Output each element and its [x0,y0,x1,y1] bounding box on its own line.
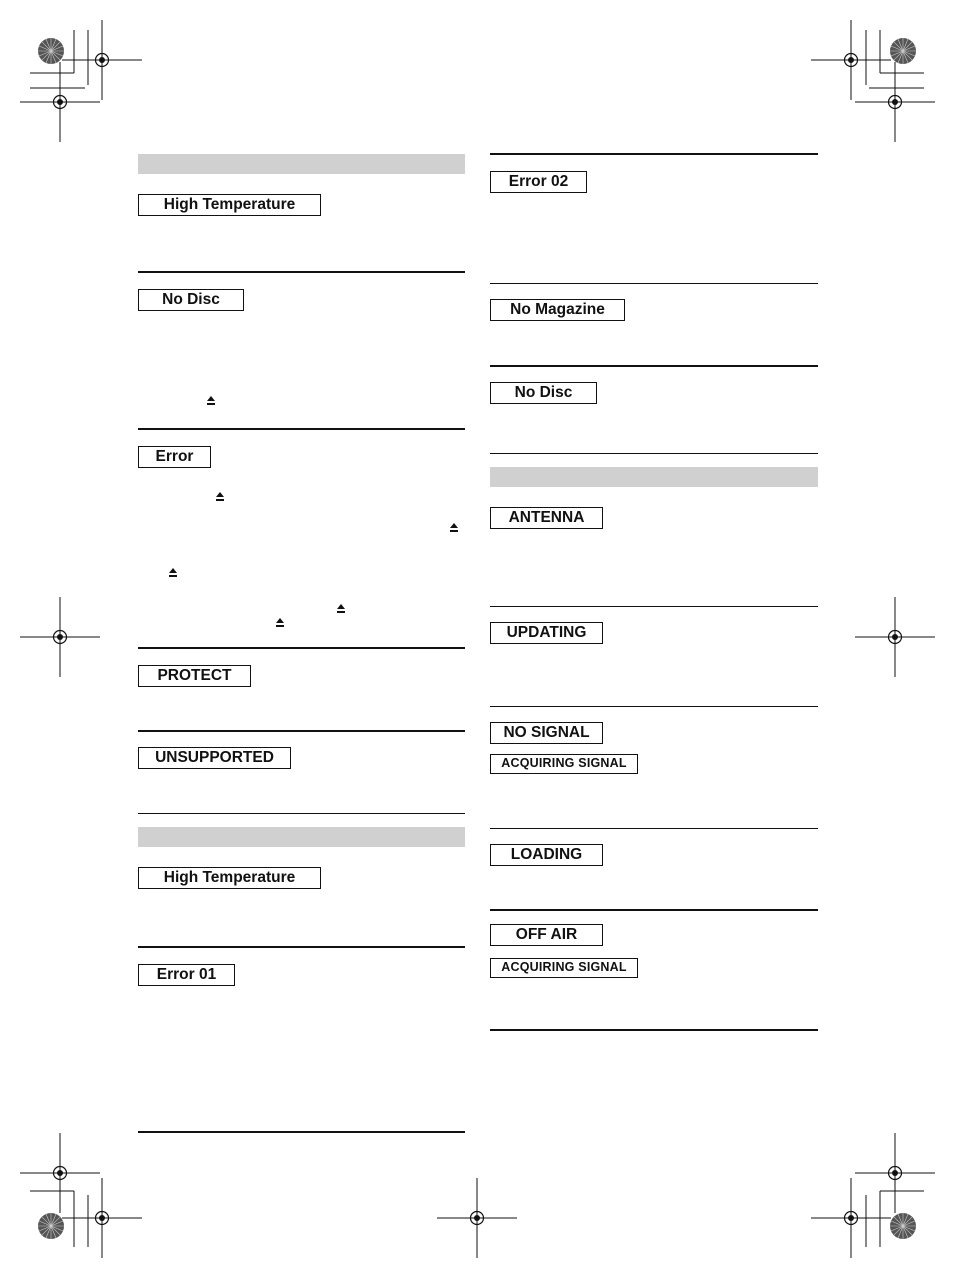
divider [490,828,818,829]
eject-icon [206,396,216,406]
msg-error-02: Error 02 [490,171,587,193]
divider [138,271,465,273]
msg-unsupported: UNSUPPORTED [138,747,291,769]
msg-no-disc: No Disc [490,382,597,404]
color-target-icon [890,1213,916,1239]
registration-mark-icon [437,1178,517,1258]
section-header-band [490,467,818,487]
registration-mark-icon [855,597,935,677]
msg-no-magazine: No Magazine [490,299,625,321]
msg-acquiring-signal: ACQUIRING SIGNAL [490,958,638,978]
divider [138,946,465,948]
divider [138,647,465,649]
registration-mark-icon [20,597,100,677]
section-header-band [138,154,465,174]
msg-protect: PROTECT [138,665,251,687]
msg-high-temperature: High Temperature [138,194,321,216]
msg-error: Error [138,446,211,468]
eject-icon [275,618,285,628]
divider [138,730,465,732]
eject-icon [168,568,178,578]
eject-icon [215,492,225,502]
msg-loading: LOADING [490,844,603,866]
section-header-band [138,827,465,847]
divider [490,1029,818,1031]
msg-antenna: ANTENNA [490,507,603,529]
msg-error-01: Error 01 [138,964,235,986]
divider [138,813,465,814]
registration-mark-icon [855,1133,935,1213]
color-target-icon [890,38,916,64]
registration-mark-icon [855,62,935,142]
divider [490,365,818,367]
divider [490,153,818,155]
msg-high-temperature: High Temperature [138,867,321,889]
msg-acquiring-signal: ACQUIRING SIGNAL [490,754,638,774]
msg-no-disc: No Disc [138,289,244,311]
msg-off-air: OFF AIR [490,924,603,946]
msg-no-signal: NO SIGNAL [490,722,603,744]
divider [490,706,818,707]
divider [138,428,465,430]
registration-mark-icon [811,1178,891,1258]
divider [138,1131,465,1133]
divider [490,283,818,284]
divider [490,453,818,454]
divider [490,909,818,911]
eject-icon [449,523,459,533]
color-target-icon [38,38,64,64]
color-target-icon [38,1213,64,1239]
msg-updating: UPDATING [490,622,603,644]
divider [490,606,818,607]
eject-icon [336,604,346,614]
